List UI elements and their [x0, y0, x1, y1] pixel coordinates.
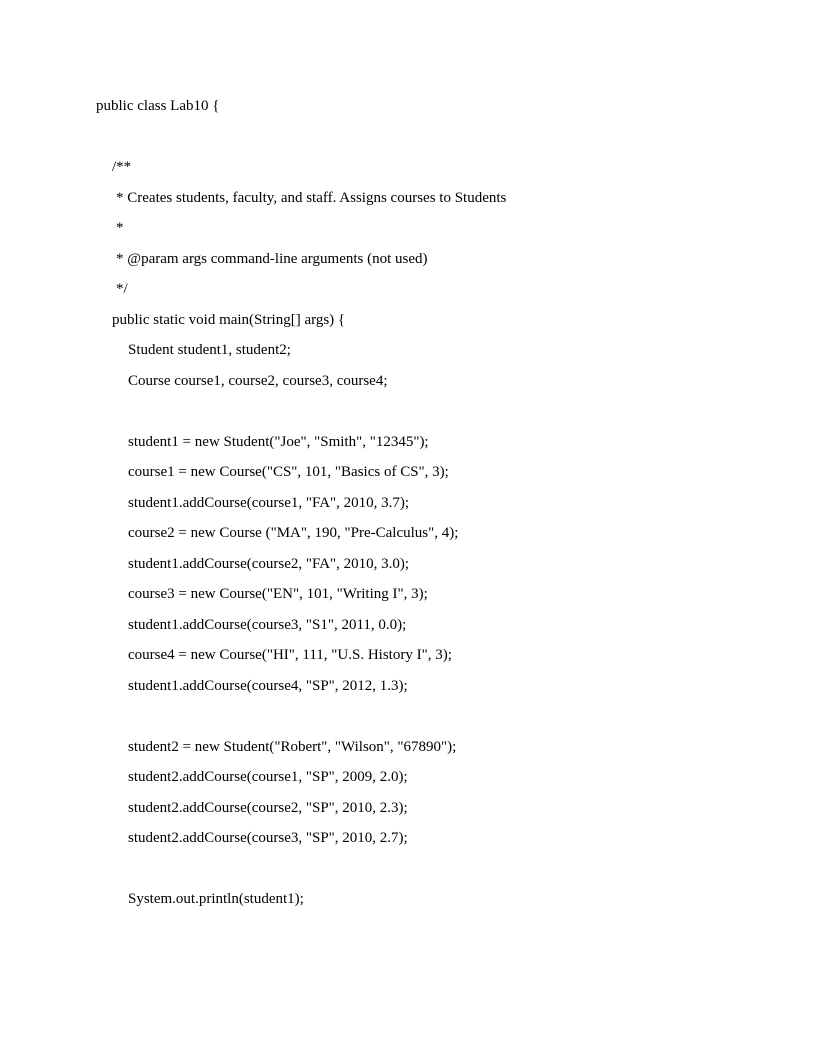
code-line-student1-add-course3: student1.addCourse(course3, "S1", 2011, 0.0);: [128, 616, 407, 633]
code-line-blank: [96, 859, 776, 890]
code-line-blank: [96, 401, 776, 432]
code-line-student2-add-course2: student2.addCourse(course2, "SP", 2010, 2.3);: [128, 799, 408, 816]
code-line-javadoc-close: */: [116, 281, 128, 297]
code-line-student1-init: student1 = new Student("Joe", "Smith", "12345");: [128, 433, 429, 450]
code-line-student1-add-course2: student1.addCourse(course2, "FA", 2010, 3.0);: [128, 555, 410, 572]
code-line-student2-add-course1: student2.addCourse(course1, "SP", 2009, 2.0);: [128, 769, 408, 785]
code-listing: [96, 96, 776, 920]
code-line-student2-init: student2 = new Student("Robert", "Wilson", "67890");: [128, 738, 457, 755]
code-line-course4-init: course4 = new Course("HI", 111, "U.S. History I", 3);: [128, 647, 452, 663]
code-line-student2-add-course3: student2.addCourse(course3, "SP", 2010, 2.7);: [128, 830, 408, 846]
code-line-blank: [96, 706, 776, 737]
code-line-class-declaration: public class Lab10 {: [96, 98, 220, 114]
code-line-student1-add-course1: student1.addCourse(course1, "FA", 2010, 3.7);: [128, 494, 410, 511]
code-line-javadoc-open: /**: [112, 159, 132, 175]
code-line-main-declaration: public static void main(String[] args) {: [112, 311, 346, 328]
code-line-javadoc-param: * @param args command-line arguments (not used): [116, 250, 428, 267]
code-line-student1-add-course4: student1.addCourse(course4, "SP", 2012, 1.3);: [128, 677, 408, 694]
code-line-course3-init: course3 = new Course("EN", 101, "Writing I", 3);: [128, 586, 428, 602]
code-line-course2-init: course2 = new Course ("MA", 190, "Pre-Calculus", 4);: [128, 525, 459, 541]
code-line-javadoc-separator: *: [116, 220, 124, 236]
code-line-course1-init: course1 = new Course("CS", 101, "Basics of CS", 3);: [128, 464, 449, 480]
code-line-javadoc-description: * Creates students, faculty, and staff. Assigns courses to Students: [116, 189, 507, 206]
code-line-student-vars: Student student1, student2;: [128, 342, 291, 358]
code-line-blank: [96, 127, 776, 158]
code-line-print-student1: System.out.println(student1);: [128, 891, 304, 907]
code-line-course-vars: Course course1, course2, course3, course4;: [128, 372, 388, 389]
